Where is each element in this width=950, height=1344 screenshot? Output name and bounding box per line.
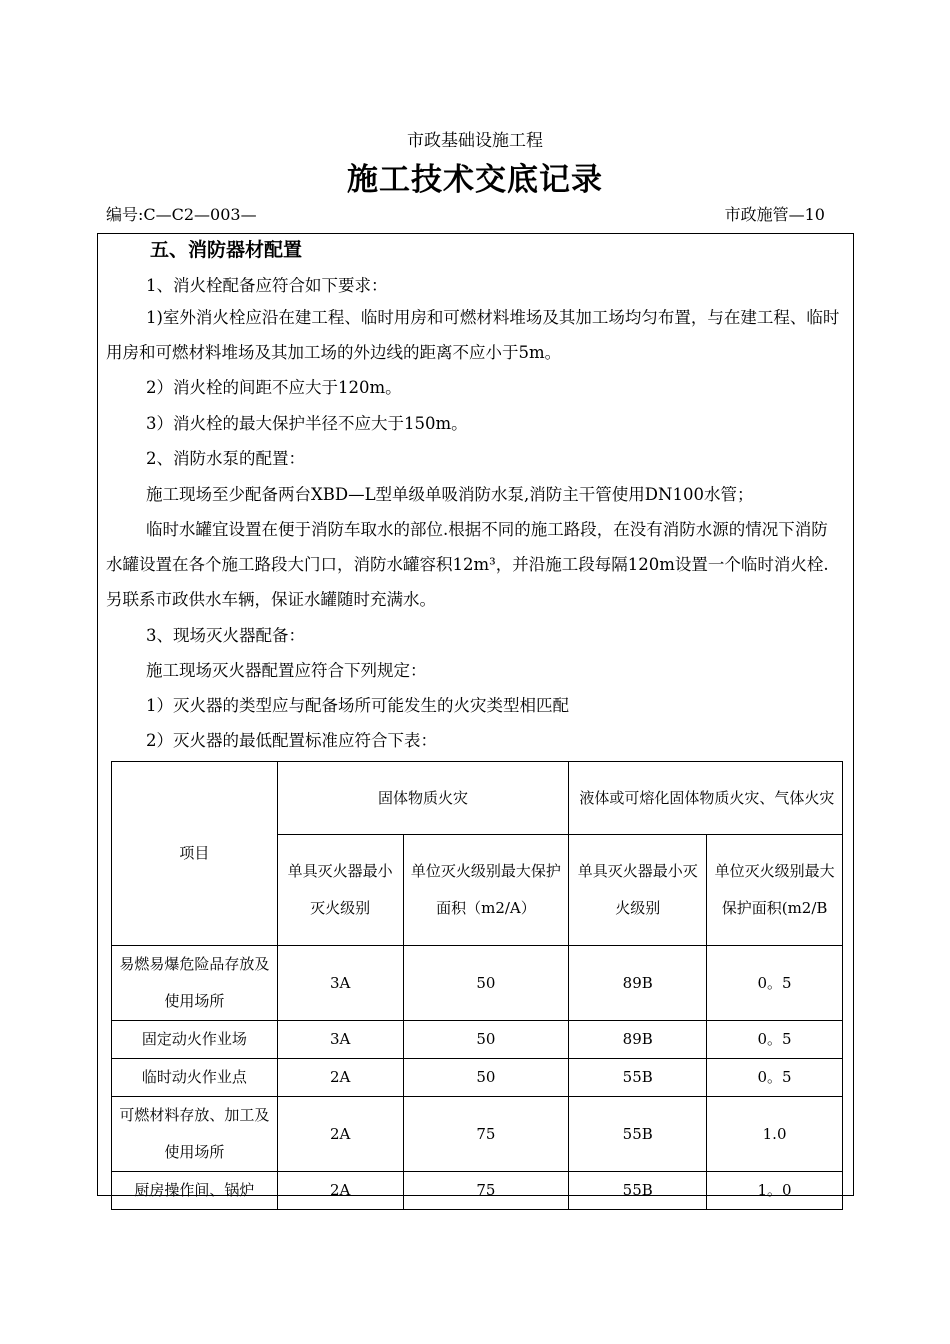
paragraph: 2）灭火器的最低配置标准应符合下表：: [146, 731, 437, 750]
extinguisher-table: [111, 761, 843, 1210]
sub-header: 单具灭火器最小灭火级别: [277, 835, 403, 946]
paragraph: 1）灭火器的类型应与配备场所可能发生的火灾类型相匹配: [146, 696, 569, 715]
cell: 0。5: [707, 1021, 843, 1059]
paragraph: 临时水罐宜设置在便于消防车取水的部位.根据不同的施工路段，在没有消防水源的情况下消防水罐设置在各个施工路段大门口，消防水罐容积12m³，并沿施工段每隔120m设置一个临时消火栓.另联系市政供水车辆，保证水罐随时充满水。: [106, 520, 829, 609]
doc-code: 编号:C—C2—003—: [106, 205, 257, 224]
sub-header: 单具灭火器最小灭火级别: [569, 835, 707, 946]
cell: 2A: [277, 1172, 403, 1210]
cell: 55B: [569, 1059, 707, 1097]
paragraph: 2、消防水泵的配置：: [146, 449, 305, 468]
form-number: 市政施管—10: [724, 205, 825, 224]
cell: 3A: [277, 1021, 403, 1059]
paragraph: 3）消火栓的最大保护半径不应大于150m。: [146, 414, 468, 433]
item-header: 项目: [112, 762, 278, 946]
cell: 2A: [277, 1097, 403, 1172]
paragraph: 1)室外消火栓应沿在建工程、临时用房和可燃材料堆场及其加工场均匀布置，与在建工程、临时用房和可燃材料堆场及其加工场的外边线的距离不应小于5m。: [106, 308, 840, 362]
cell: 75: [403, 1097, 569, 1172]
cell: 2A: [277, 1059, 403, 1097]
doc-subtitle: 市政基础设施工程: [407, 131, 543, 151]
section-heading: 五、消防器材配置: [150, 239, 303, 261]
paragraph: 3、现场灭火器配备：: [146, 626, 305, 645]
paragraph: 施工现场至少配备两台XBD—L型单级单吸消防水泵,消防主干管使用DN100水管；: [146, 485, 754, 504]
cell: 1。0: [707, 1172, 843, 1210]
table-row: [112, 946, 843, 1021]
solid-fire-header: 固体物质火灾: [277, 762, 569, 835]
table-row: [112, 1021, 843, 1059]
row-name: 可燃材料存放、加工及使用场所: [112, 1097, 278, 1172]
cell: 50: [403, 946, 569, 1021]
cell: 55B: [569, 1097, 707, 1172]
table-row: [112, 1059, 843, 1097]
cell: 0。5: [707, 946, 843, 1021]
table-row: [112, 1097, 843, 1172]
row-name: 临时动火作业点: [112, 1059, 278, 1097]
cell: 55B: [569, 1172, 707, 1210]
cell: 1.0: [707, 1097, 843, 1172]
cell: 89B: [569, 946, 707, 1021]
cell: 50: [403, 1059, 569, 1097]
row-name: 固定动火作业场: [112, 1021, 278, 1059]
cell: 3A: [277, 946, 403, 1021]
liquid-fire-header: 液体或可熔化固体物质火灾、气体火灾: [569, 762, 843, 835]
paragraph: 施工现场灭火器配置应符合下列规定：: [146, 661, 427, 680]
cell: 50: [403, 1021, 569, 1059]
paragraph: 1、消火栓配备应符合如下要求：: [146, 276, 388, 295]
sub-header: 单位灭火级别最大保护面积（m2/A）: [403, 835, 569, 946]
cell: 75: [403, 1172, 569, 1210]
doc-title: 施工技术交底记录: [347, 162, 603, 198]
row-name: 易燃易爆危险品存放及使用场所: [112, 946, 278, 1021]
table-row: [112, 1172, 843, 1210]
cell: 0。5: [707, 1059, 843, 1097]
sub-header: 单位灭火级别最大保护面积(m2/B: [707, 835, 843, 946]
row-name: 厨房操作间、锅炉: [112, 1172, 278, 1210]
cell: 89B: [569, 1021, 707, 1059]
table-header-row: [112, 762, 843, 835]
paragraph: 2）消火栓的间距不应大于120m。: [146, 378, 402, 397]
